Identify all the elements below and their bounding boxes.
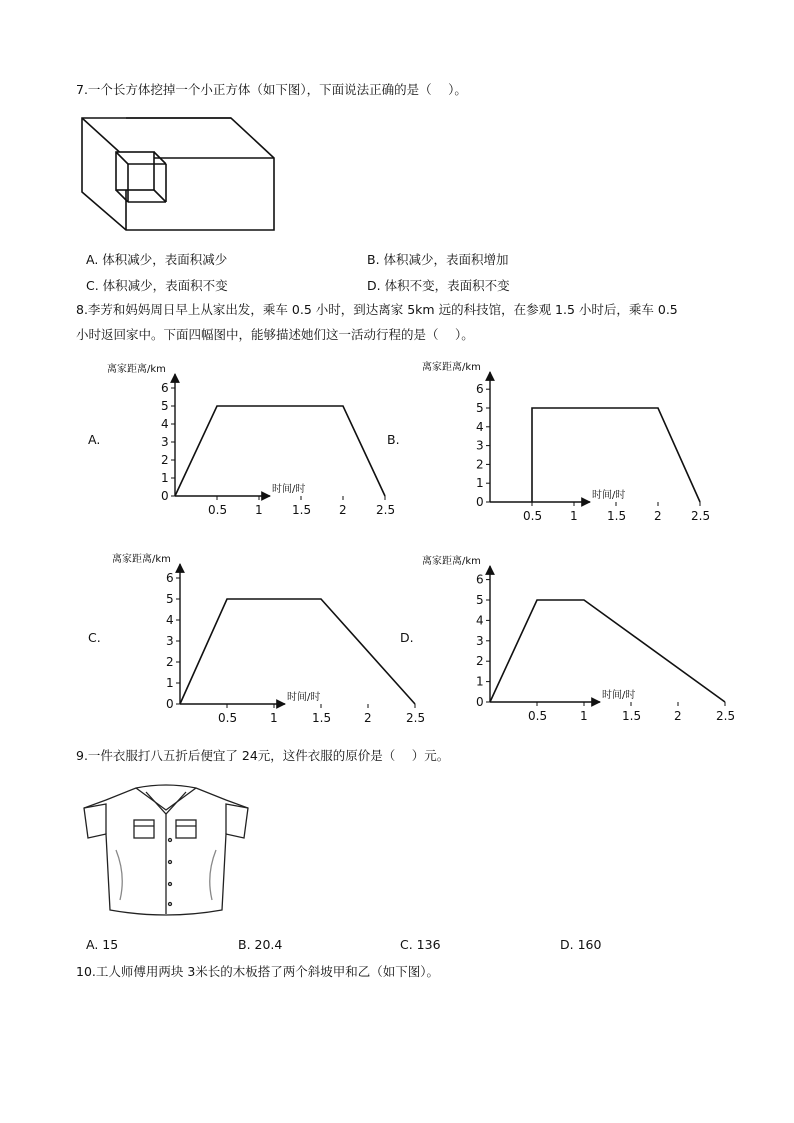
chart-a: [100, 358, 396, 528]
x-tick-label: 2.5: [716, 709, 736, 723]
x-tick-label: 2: [674, 709, 682, 723]
y-tick-label: 1: [161, 471, 169, 485]
q8-option-b-label[interactable]: B.: [387, 432, 400, 447]
q9-option-a[interactable]: A. 15: [86, 937, 119, 952]
q8-stem-line1: 8.李芳和妈妈周日早上从家出发，乘车 0.5 小时，到达离家 5km 远的科技馆，在参观 1.5 小时后，乘车 0.5: [76, 302, 678, 317]
x-tick-label: 2: [364, 711, 372, 725]
x-tick-label: 2.5: [691, 509, 711, 523]
q9-option-b[interactable]: B. 20.4: [238, 937, 283, 952]
q7-option-d[interactable]: D. 体积不变，表面积不变: [367, 278, 510, 293]
x-tick-label: 1: [270, 711, 278, 725]
y-tick-label: 4: [161, 417, 169, 431]
x-axis-label: 时间/时: [287, 692, 321, 703]
q8-option-d-label[interactable]: D.: [400, 630, 414, 645]
q9-option-c[interactable]: C. 136: [400, 937, 441, 952]
q8-option-a-label[interactable]: A.: [88, 432, 101, 447]
y-tick-label: 0: [166, 697, 174, 711]
y-tick-label: 0: [476, 695, 484, 709]
y-tick-label: 0: [161, 489, 169, 503]
y-tick-label: 3: [161, 435, 169, 449]
y-tick-label: 6: [476, 382, 484, 397]
q9-option-d[interactable]: D. 160: [560, 937, 602, 952]
y-axis-label: 离家距离/km: [422, 556, 481, 567]
y-tick-label: 5: [161, 399, 169, 413]
x-tick-label: 2.5: [406, 711, 426, 725]
y-tick-label: 4: [476, 613, 484, 628]
y-tick-label: 4: [166, 613, 174, 627]
chart-b: [400, 352, 711, 528]
y-tick-label: 1: [166, 676, 174, 690]
x-tick-label: 0.5: [523, 509, 543, 523]
series-line: [490, 600, 725, 702]
y-tick-label: 5: [476, 401, 484, 415]
y-tick-label: 3: [476, 633, 484, 648]
x-tick-label: 1.5: [622, 709, 642, 723]
y-tick-label: 2: [166, 655, 174, 669]
q7-option-c[interactable]: C. 体积减少，表面积不变: [86, 278, 228, 293]
x-axis-label: 时间/时: [602, 690, 636, 701]
y-axis-label: 离家距离/km: [107, 364, 166, 375]
y-tick-label: 2: [476, 654, 484, 669]
shirt-image: [76, 780, 256, 922]
x-tick-label: 0.5: [528, 709, 548, 723]
q7-option-a[interactable]: A. 体积减少，表面积减少: [86, 252, 228, 267]
series-line: [175, 406, 385, 496]
y-tick-label: 3: [166, 634, 174, 648]
q8-stem-line2: 小时返回家中。下面四幅图中，能够描述她们这一活动行程的是（ ）。: [76, 327, 474, 342]
x-tick-label: 1: [255, 503, 263, 517]
chart-c: [100, 544, 426, 725]
y-tick-label: 3: [476, 438, 484, 453]
q7-option-b[interactable]: B. 体积减少，表面积增加: [367, 252, 509, 267]
cuboid-figure: [76, 112, 278, 232]
y-tick-label: 1: [476, 476, 484, 491]
q8-option-c-label[interactable]: C.: [88, 630, 101, 645]
y-tick-label: 6: [166, 571, 174, 585]
x-tick-label: 1: [580, 709, 588, 723]
x-axis-label: 时间/时: [272, 484, 306, 495]
y-tick-label: 6: [476, 572, 484, 587]
x-tick-label: 1.5: [607, 509, 627, 523]
q9-stem: 9.一件衣服打八五折后便宜了 24元，这件衣服的原价是（ ）元。: [76, 748, 450, 763]
q10-stem: 10.工人师傅用两块 3米长的木板搭了两个斜坡甲和乙（如下图）。: [76, 964, 440, 979]
y-axis-label: 离家距离/km: [112, 554, 171, 565]
y-tick-label: 6: [161, 381, 169, 395]
series-line: [180, 599, 415, 704]
x-tick-label: 2: [339, 503, 347, 517]
y-tick-label: 2: [161, 453, 169, 467]
y-tick-label: 5: [166, 592, 174, 606]
x-tick-label: 1: [570, 509, 578, 523]
y-tick-label: 2: [476, 457, 484, 472]
x-tick-label: 2.5: [376, 503, 396, 517]
x-tick-label: 2: [654, 509, 662, 523]
chart-d: [410, 546, 736, 723]
x-tick-label: 1.5: [312, 711, 332, 725]
x-tick-label: 0.5: [218, 711, 238, 725]
series-line: [532, 408, 700, 502]
y-tick-label: 1: [476, 674, 484, 689]
y-tick-label: 0: [476, 495, 484, 509]
y-tick-label: 5: [476, 593, 484, 607]
y-tick-label: 4: [476, 419, 484, 434]
x-tick-label: 0.5: [208, 503, 228, 517]
y-axis-label: 离家距离/km: [422, 362, 481, 373]
q7-stem: 7.一个长方体挖掉一个小正方体（如下图），下面说法正确的是（ ）。: [76, 82, 467, 97]
x-axis-label: 时间/时: [592, 490, 626, 501]
x-tick-label: 1.5: [292, 503, 312, 517]
